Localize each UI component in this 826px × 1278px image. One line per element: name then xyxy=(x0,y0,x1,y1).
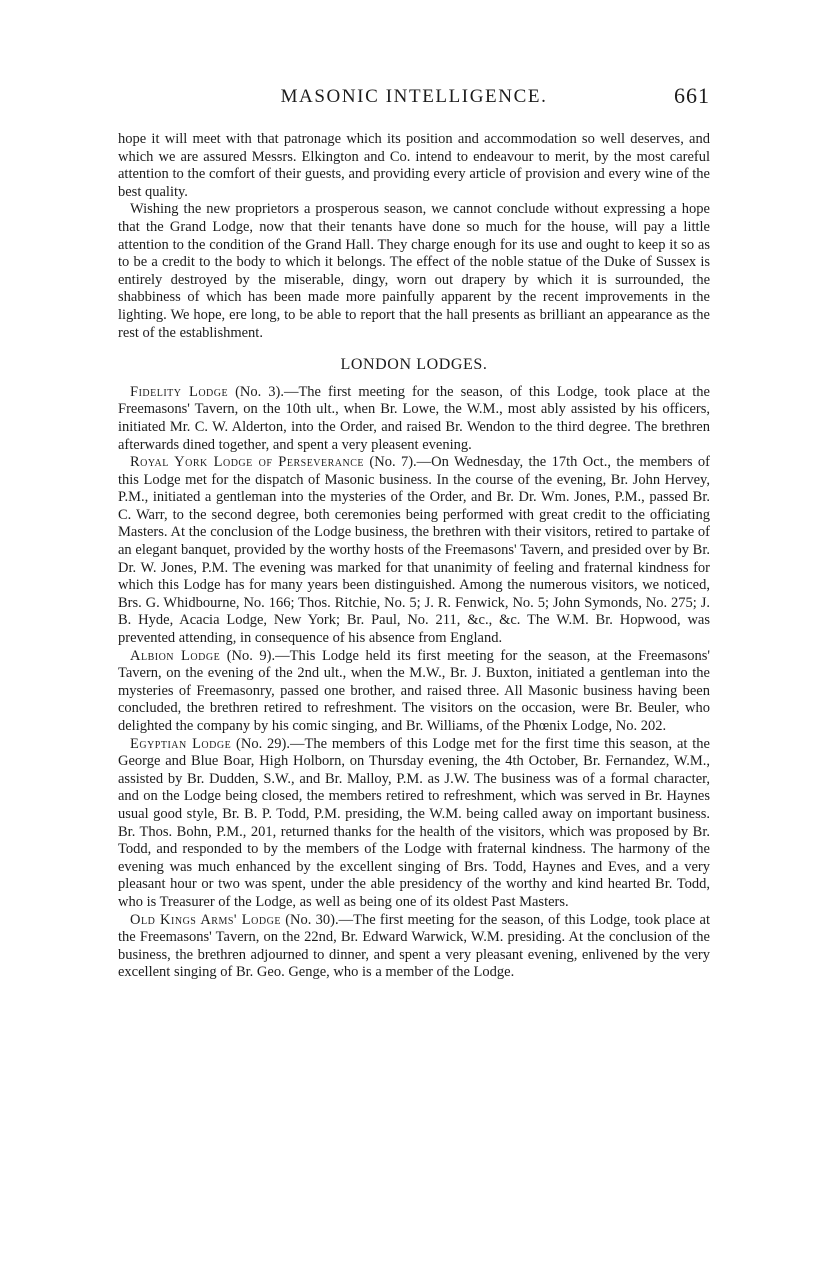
page-number: 661 xyxy=(674,83,710,108)
lodge-report-text: (No. 9).—This Lodge held its first meeting for the season, at the Freemasons' Tavern, on the evening of the 2nd ult., when the M.W., Br. J. Buxton, initiated a gentleman into the mysteries of Freemasonry, passed one brother, and raised three. All Masonic business having been concluded, the brethren retired to refreshment. The visitors on the occasion, were Br. Beuler, who delighted the company by his comic singing, and Br. Williams, of the Phœnix Lodge, No. 202. xyxy=(118,647,710,734)
lodge-report-text: (No. 3).—The first meeting for the season, of this Lodge, took place at the Freemasons' Tavern, on the 10th ult., when Br. Lowe, the W.M., most ably assisted by his officers, initiated Mr. C. W. Alderton, into the Order, and raised Br. Wendon to the third degree. The brethren afterwards dined together, and spent a very pleasent evening. xyxy=(118,383,710,453)
lodge-report-text: (No. 29).—The members of this Lodge met for the first time this season, at the George and Blue Boar, High Holborn, on Thursday evening, the 4th October, Br. Fernandez, W.M., assisted by Br. Dudden, S.W., and Br. Malloy, P.M. as J.W. The business was of a formal character, and on the Lodge being closed, the members retired to refreshment, which was served in Br. Haynes usual good style, Br. B. P. Todd, P.M. presiding, the W.M. being called away on important business. Br. Thos. Bohn, P.M., 201, returned thanks for the health of the visitors, which was proposed by Br. Todd, and responded to by the members of the Lodge with fraternal kindness. The harmony of the evening was much enhanced by the excellent singing of Brs. Todd, Haynes and Eves, and a very pleasant hour or two was spent, under the able presidency of the worthy and kind hearted Br. Todd, who is Treasurer of the Lodge, as well as being one of its oldest Past Masters. xyxy=(118,735,710,910)
lodge-name: Albion Lodge xyxy=(130,647,221,664)
running-title: MASONIC INTELLIGENCE. xyxy=(280,86,548,107)
lodge-name: Fidelity Lodge xyxy=(130,383,229,400)
section-heading: LONDON LODGES. xyxy=(340,356,488,374)
lodge-name: Egyptian Lodge xyxy=(130,735,232,752)
intro-paragraph-1: hope it will meet with that patronage which its position and accommodation so well deserves, and which we are assured Messrs. Elkington and Co. intend to endeavour to merit, by the most careful attention to the comfort of their guests, and providing every article of provision and every wine of the best quality. xyxy=(118,131,710,200)
lodge-report-text: (No. 30).—The first meeting for the season, of this Lodge, took place at the Freemasons' Tavern, on the 22nd, Br. Edward Warwick, W.M. presiding. At the conclusion of the business, the brethren adjourned to dinner, and spent a very pleasant evening, enlivened by the very excellent singing of Br. Geo. Genge, who is a member of the Lodge. xyxy=(118,911,710,981)
article-body xyxy=(118,131,710,982)
lodge-report-text: (No. 7).—On Wednesday, the 17th Oct., the members of this Lodge met for the dispatch of Masonic business. In the course of the evening, Br. John Hervey, P.M., initiated a gentleman into the mysteries of the Order, and Br. Dr. Wm. Jones, P.M., passed Br. C. Warr, to the second degree, both ceremonies being performed with great credit to the officiating Masters. At the conclusion of the Lodge business, the brethren with their visitors, retired to partake of an elegant banquet, provided by the worthy hosts of the Freemasons' Tavern, and presided over by Br. Dr. W. Jones, P.M. The evening was marked for that unanimity of feeling and fraternal kindness for which this Lodge has for many years been distinguished. Among the numerous visitors, we noticed, Brs. G. Whidbourne, No. 166; Thos. Ritchie, No. 5; J. R. Fenwick, No. 5; John Symonds, No. 275; J. B. Hyde, Acacia Lodge, New York; Br. Paul, No. 211, &c., &c. The W.M. Br. Hopwood, was prevented attending, in consequence of his absence from England. xyxy=(118,454,711,647)
lodge-entry-albion xyxy=(118,648,710,736)
lodge-entry-royal-york xyxy=(118,454,710,648)
lodge-name: Royal York Lodge of Perseverance xyxy=(130,454,365,471)
lodge-entry-old-kings-arms xyxy=(118,912,710,982)
page-header xyxy=(118,83,710,112)
lodge-entry-fidelity xyxy=(118,384,710,454)
intro-paragraph-2: Wishing the new proprietors a prosperous season, we cannot conclude without expressing a hope that the Grand Lodge, now that their tenants have done so much for the house, will pay a little attention to the condition of the Grand Hall. They charge enough for its use and ought to keep it so as to be a credit to the body to which it belongs. The effect of the noble statue of the Duke of Sussex is entirely destroyed by the miserable, dingy, worn out drapery by which it is surrounded, the shabbiness of which has been made more painfully apparent by the recent improvements in the lighting. We hope, ere long, to be able to report that the hall presents as brilliant an appearance as the rest of the establishment. xyxy=(118,201,710,341)
lodge-name: Old Kings Arms' Lodge xyxy=(130,911,281,928)
lodge-entry-egyptian xyxy=(118,736,710,912)
